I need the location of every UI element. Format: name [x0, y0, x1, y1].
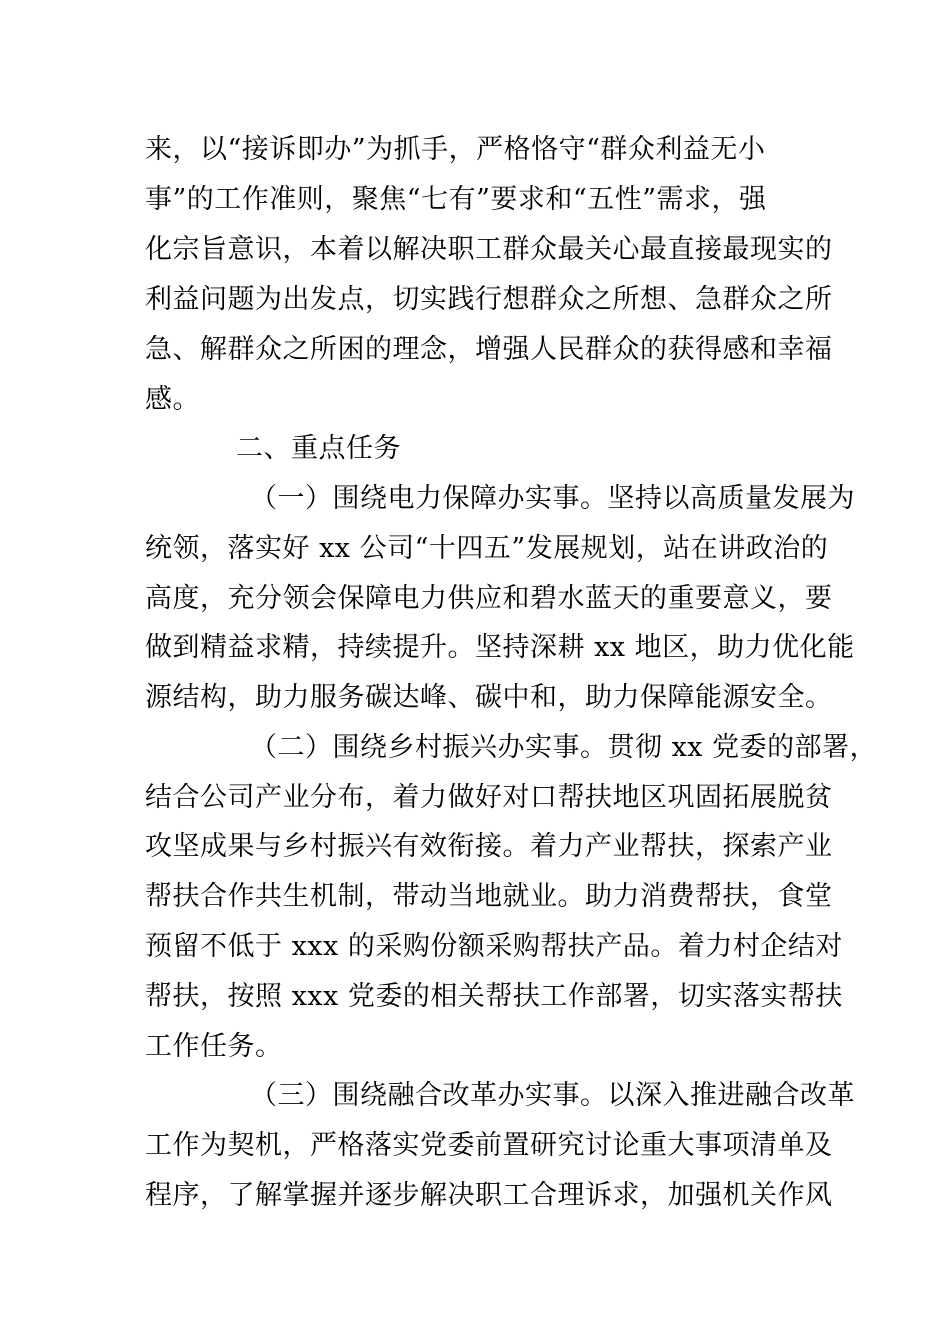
item-2-line-1: （二）围绕乡村振兴办实事。贯彻 xx 党委的部署，	[250, 732, 878, 763]
item-2-line-2: 结合公司产业分布，着力做好对口帮扶地区巩固拓展脱贫	[145, 782, 833, 813]
item-1-line-3: 高度，充分领会保障电力供应和碧水蓝天的重要意义，要	[145, 583, 833, 614]
intro-line-4: 利益问题为出发点，切实践行想群众之所想、急群众之所	[145, 284, 833, 315]
section-heading: 二、重点任务	[236, 433, 401, 464]
intro-line-5: 急、解群众之所困的理念，增强人民群众的获得感和幸福	[145, 334, 833, 365]
item-2-line-5: 预留不低于 xxx 的采购份额采购帮扶产品。着力村企结对	[145, 931, 843, 962]
item-3-line-3: 程序，了解掌握并逐步解决职工合理诉求，加强机关作风	[145, 1180, 833, 1211]
item-2-line-6: 帮扶，按照 xxx 党委的相关帮扶工作部署，切实落实帮扶	[145, 981, 843, 1012]
item-1-line-1: （一）围绕电力保障办实事。坚持以高质量发展为	[250, 483, 855, 514]
intro-line-1: 来，以“接诉即办”为抓手，严格恪守“群众利益无小	[145, 134, 766, 165]
item-2-line-3: 攻坚成果与乡村振兴有效衔接。着力产业帮扶，探索产业	[145, 831, 833, 862]
item-2-line-4: 帮扶合作共生机制，带动当地就业。助力消费帮扶，食堂	[145, 881, 833, 912]
item-1-line-5: 源结构，助力服务碳达峰、碳中和，助力保障能源安全。	[145, 682, 833, 713]
intro-line-3: 化宗旨意识，本着以解决职工群众最关心最直接最现实的	[145, 234, 833, 265]
item-1-line-2: 统领，落实好 xx 公司“十四五”发展规划，站在讲政治的	[145, 533, 829, 564]
item-2-line-7: 工作任务。	[145, 1031, 283, 1062]
item-1-line-4: 做到精益求精，持续提升。坚持深耕 xx 地区，助力优化能	[145, 632, 855, 663]
item-3-line-2: 工作为契机，严格落实党委前置研究讨论重大事项清单及	[145, 1130, 833, 1161]
intro-line-2: 事”的工作准则，聚焦“七有”要求和“五性”需求，强	[145, 184, 767, 215]
item-3-line-1: （三）围绕融合改革办实事。以深入推进融合改革	[250, 1080, 855, 1111]
intro-line-6: 感。	[145, 384, 200, 415]
